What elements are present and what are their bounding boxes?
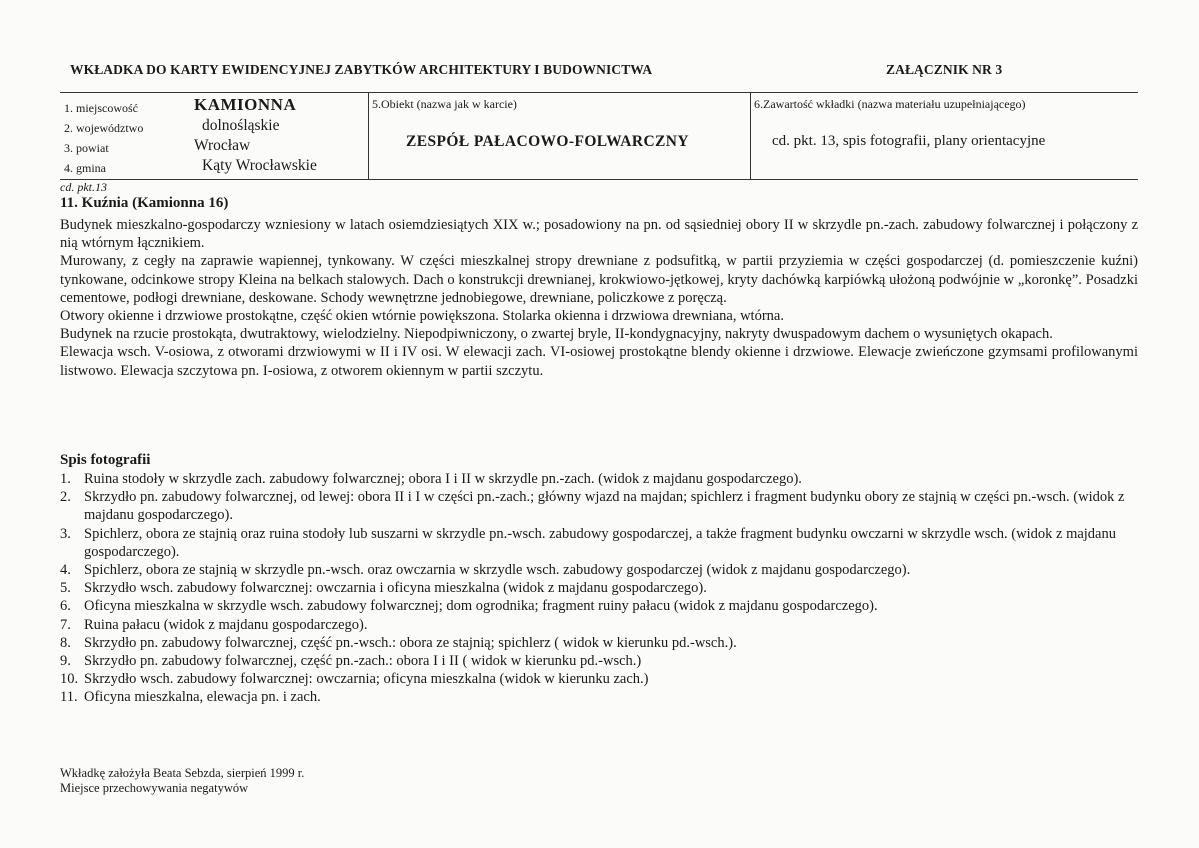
item-text: Skrzydło pn. zabudowy folwarcznej, część pn.-wsch.: obora ze stajnią; spichlerz ( widok w kierunku pd.-wsch.). (84, 634, 737, 651)
list-item (60, 652, 1138, 670)
location-column (64, 97, 384, 177)
item-number: 6. (60, 598, 71, 615)
voivodeship-label: 2. województwo (64, 121, 144, 135)
place-label: 1. miejscowość (64, 101, 138, 115)
description-paragraph: Budynek mieszkalno-gospodarczy wzniesiony w latach osiemdziesiątych XIX w.; posadowiony na pn. od sąsiedniej obory II w skrzydle pn.-zach. zabudowy folwarcznej i połączony z nią wtórnym łącznikiem. (60, 217, 1138, 252)
voivodeship-value: dolnośląskie (202, 117, 280, 134)
item-text: Ruina stodoły w skrzydle zach. zabudowy folwarcznej; obora I i II w skrzydle pn.-zach. (widok z majdanu gospodarczego). (84, 471, 802, 487)
object-value: ZESPÓŁ PAŁACOWO-FOLWARCZNY (406, 133, 689, 150)
photo-list (60, 470, 1138, 707)
item-text: Spichlerz, obora ze stajnią oraz ruina stodoły lub suszarni w skrzydle pn.-wsch. zabudowy gospodarczej, a także fragment budynku owczarni w skrzydle wsch. (widok z majdanu gospodarczego). (84, 525, 1116, 560)
item-text: Skrzydło pn. zabudowy folwarcznej, od lewej: obora II i I w części pn.-zach.; główny wjazd na majdan; spichlerz i fragment budynku obory ze stajnią w części pn.-wsch. (widok z majdanu gospodarczego). (84, 489, 1125, 524)
contents-value: cd. pkt. 13, spis fotografii, plany orientacyjne (772, 133, 1046, 149)
item-text: Spichlerz, obora ze stajnią w skrzydle pn.-wsch. oraz owczarnia w skrzydle wsch. zabudowy gospodarczej (widok z majdanu gospodarczego). (84, 562, 911, 579)
list-item (60, 561, 1138, 579)
item-number: 2. (60, 489, 71, 506)
list-item (60, 597, 1138, 615)
item-number: 3. (60, 525, 71, 542)
item-number: 9. (60, 653, 71, 670)
column-divider (750, 93, 751, 179)
item-text: Ruina pałacu (widok z majdanu gospodarczego). (84, 616, 368, 633)
list-item (60, 688, 1138, 706)
district-value: Wrocław (194, 137, 251, 154)
negatives-location-line: Miejsce przechowywania negatywów (60, 781, 249, 795)
list-item (60, 579, 1138, 597)
item-number: 11. (60, 689, 78, 706)
description-paragraph: Murowany, z cegły na zaprawie wapiennej, tynkowany. W części mieszkalnej stropy drewniane z podsufitką, w partii przyziemia w części gospodarczej (d. pomieszczenie kuźni) tynkowane, odcinkowe stropy Kleina na belkach stalowych. Dach o konstrukcji drewnianej, krokwiowo-jętkowej, kryty dachówką karpiówką ułożoną podwójnie w „koronkę”. Posadzki cementowe, podłogi drewniane, deskowane. Schody wewnętrzne jednobiegowe, drewniane, policzkowe z poręczą. (60, 253, 1138, 306)
continuation-note: cd. pkt.13 (60, 180, 107, 194)
document-footer (60, 766, 304, 796)
description-paragraph: Elewacja wsch. V-osiowa, z otworami drzwiowymi w II i IV osi. W elewacji zach. VI-osiowej prostokątne blendy okienne i drzwiowe. Elewacje zwieńczone gzymsami profilowanymi listwowo. Elewacja szczytowa pn. I-osiowa, z otworem okiennym w partii szczytu. (60, 344, 1138, 379)
location-row-voivodeship (64, 117, 384, 137)
list-item (60, 670, 1138, 688)
location-row-commune (64, 157, 384, 177)
item-text: Oficyna mieszkalna, elewacja pn. i zach. (84, 689, 321, 706)
photo-list-heading: Spis fotografii (60, 452, 151, 468)
record-info-table (60, 92, 1138, 180)
item-number: 1. (60, 471, 71, 487)
district-label: 3. powiat (64, 141, 109, 155)
commune-value: Kąty Wrocławskie (202, 157, 317, 174)
column-divider (368, 93, 369, 179)
list-item (60, 634, 1138, 652)
list-item (60, 525, 1138, 561)
item-number: 7. (60, 616, 71, 633)
document-header (70, 62, 1110, 78)
annex-number: ZAŁĄCZNIK NR 3 (886, 62, 1003, 77)
list-item (60, 470, 1138, 488)
section-heading: 11. Kuźnia (Kamionna 16) (60, 195, 229, 211)
building-description (60, 216, 1138, 380)
contents-label: 6.Zawartość wkładki (nazwa materiału uzupełniającego) (754, 97, 1026, 111)
list-item (60, 488, 1138, 524)
item-text: Oficyna mieszkalna w skrzydle wsch. zabudowy folwarcznej; dom ogrodnika; fragment ruiny pałacu (widok z majdanu gospodarczego). (84, 598, 878, 615)
item-number: 4. (60, 562, 71, 579)
list-item (60, 616, 1138, 634)
author-line: Wkładkę założyła Beata Sebzda, sierpień 1999 r. (60, 766, 305, 780)
description-paragraph: Budynek na rzucie prostokąta, dwutraktowy, wielodzielny. Niepodpiwniczony, o zwartej bryle, II-kondygnacyjny, nakryty dwuspadowym dachem o wysuniętych okapach. (60, 326, 1053, 343)
item-number: 8. (60, 634, 71, 651)
item-text: Skrzydło wsch. zabudowy folwarcznej: owczarnia; oficyna mieszkalna (widok w kierunku zach.) (84, 671, 649, 688)
location-row-place (64, 97, 384, 117)
item-number: 10. (60, 671, 79, 688)
place-value: KAMIONNA (194, 95, 297, 114)
commune-label: 4. gmina (64, 161, 106, 175)
item-text: Skrzydło wsch. zabudowy folwarcznej: owczarnia i oficyna mieszkalna (widok z majdanu gospodarczego). (84, 580, 707, 597)
item-number: 5. (60, 580, 71, 597)
location-row-district (64, 137, 384, 157)
item-text: Skrzydło pn. zabudowy folwarcznej, część pn.-zach.: obora I i II ( widok w kierunku pd.-wsch.) (84, 653, 642, 670)
document-title: WKŁADKA DO KARTY EWIDENCYJNEJ ZABYTKÓW ARCHITEKTURY I BUDOWNICTWA (70, 62, 653, 77)
object-label: 5.Obiekt (nazwa jak w karcie) (372, 97, 517, 111)
description-paragraph: Otwory okienne i drzwiowe prostokątne, część okien wtórnie powiększona. Stolarka okienna i drzwiowa drewniana, wtórna. (60, 308, 784, 325)
